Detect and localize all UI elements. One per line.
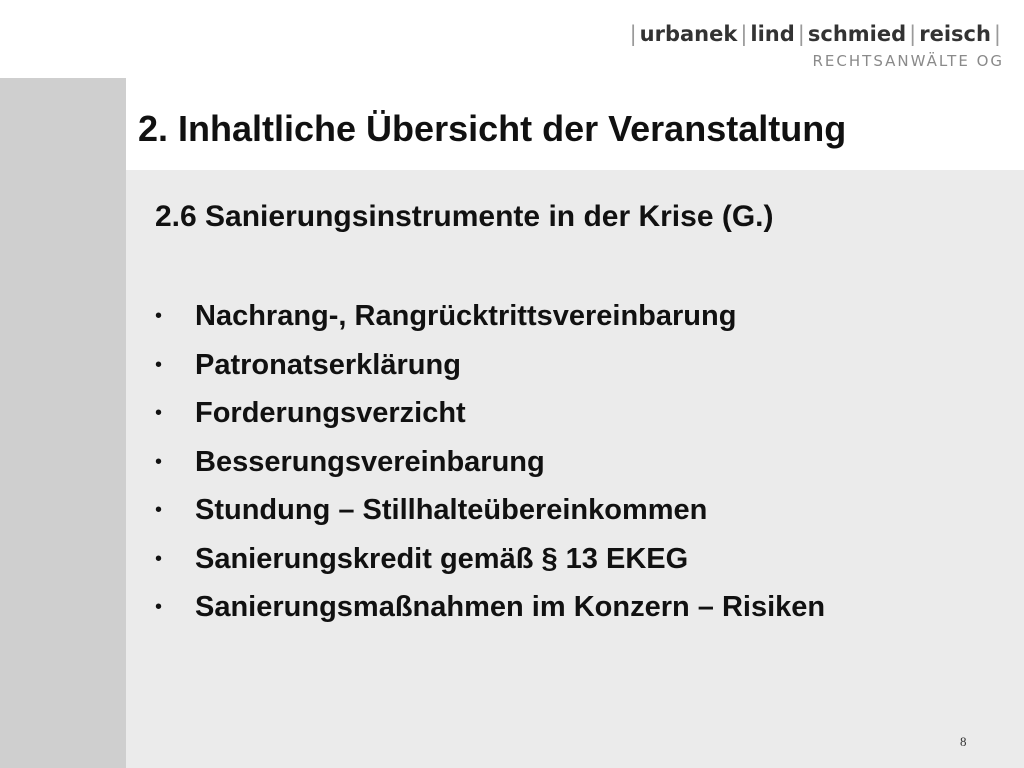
bullet-icon: • — [155, 547, 163, 570]
bullet-icon: • — [155, 499, 163, 521]
firm-logo — [627, 22, 1004, 70]
list-item-text: Patronatserklärung — [195, 348, 461, 381]
list-item — [155, 349, 825, 398]
logo-name-schmied: schmied — [807, 22, 907, 46]
slide-subtitle: 2.6 Sanierungsinstrumente in der Krise (G.) — [155, 200, 774, 233]
bullet-list — [155, 300, 825, 640]
list-item-text: Sanierungsmaßnahmen im Konzern – Risiken — [195, 591, 826, 623]
list-item — [155, 300, 825, 349]
list-item-text: Sanierungskredit gemäß § 13 EKEG — [195, 542, 689, 575]
left-accent-bar — [0, 78, 126, 768]
page-number: 8 — [960, 734, 967, 749]
logo-name-urbanek: urbanek — [639, 22, 738, 46]
bullet-icon: • — [155, 353, 163, 376]
bullet-icon: • — [155, 402, 163, 424]
list-item-text: Besserungsvereinbarung — [195, 445, 545, 478]
bullet-icon: • — [155, 450, 163, 473]
list-item — [155, 446, 825, 495]
logo-separator: | — [740, 22, 748, 46]
bullet-icon: • — [155, 305, 163, 327]
logo-separator: | — [909, 22, 917, 46]
logo-subtitle: RECHTSANWÄLTE OG — [812, 52, 1004, 70]
logo-separator: | — [797, 22, 805, 46]
list-item-text: Nachrang-, Rangrücktrittsvereinbarung — [195, 300, 737, 332]
slide-title: 2. Inhaltliche Übersicht der Veranstaltung — [138, 108, 847, 149]
logo-firm-names — [627, 22, 1004, 46]
list-item — [155, 543, 825, 592]
list-item-text: Forderungsverzicht — [195, 397, 466, 429]
logo-separator: | — [993, 22, 1001, 46]
list-item — [155, 397, 825, 446]
logo-separator: | — [629, 22, 637, 46]
bullet-icon: • — [155, 596, 163, 618]
list-item — [155, 494, 825, 543]
logo-name-lind: lind — [750, 22, 795, 46]
list-item-text: Stundung – Stillhalteübereinkommen — [195, 494, 708, 526]
logo-name-reisch: reisch — [919, 22, 991, 46]
list-item — [155, 591, 825, 640]
